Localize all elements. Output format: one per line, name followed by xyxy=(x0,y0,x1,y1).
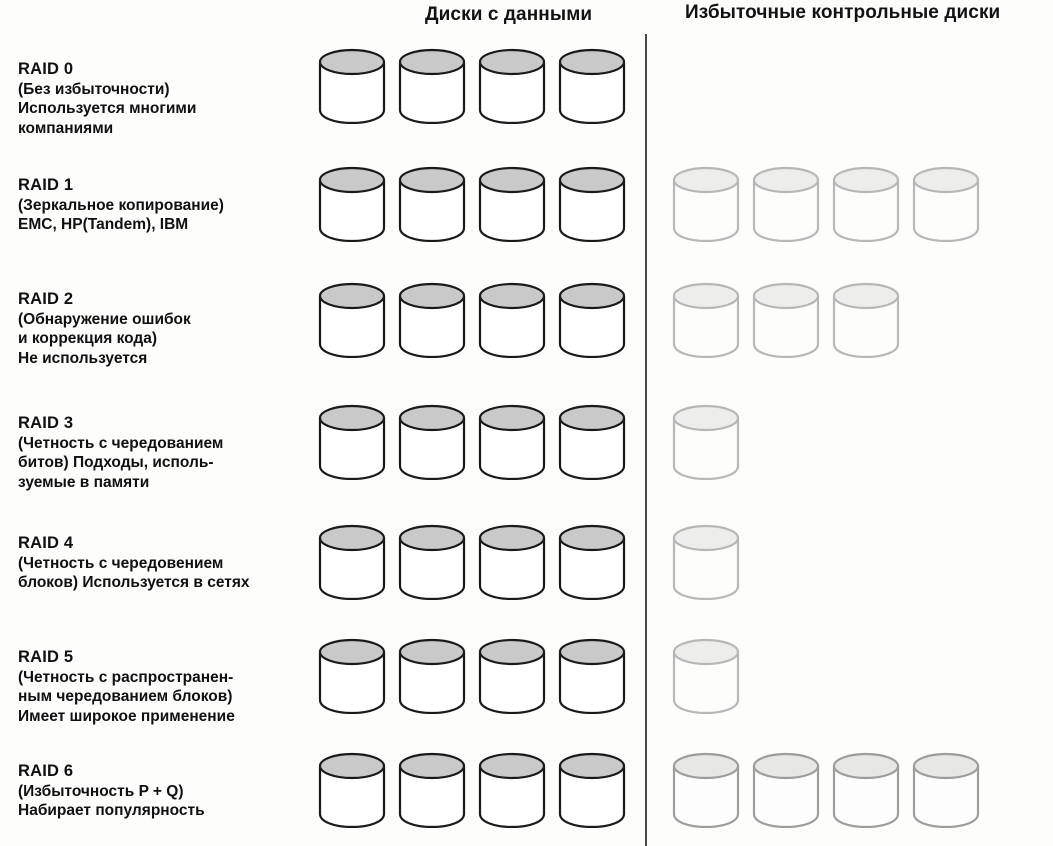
check-disk xyxy=(752,752,820,828)
raid-level-label xyxy=(18,414,318,492)
raid-level-description-line: Набирает популярность xyxy=(18,802,205,819)
data-disk xyxy=(398,166,466,242)
check-disk xyxy=(672,404,740,480)
raid-level-title: RAID 1 xyxy=(18,176,74,194)
raid-level-description-line: ным чередованием блоков) xyxy=(18,688,233,705)
raid-level-description-line: EMC, HP(Tandem), IBM xyxy=(18,216,189,233)
data-disk xyxy=(558,48,626,124)
data-disk xyxy=(398,282,466,358)
data-disk xyxy=(478,166,546,242)
check-disk xyxy=(672,638,740,714)
raid-level-description-line: Используется многими xyxy=(18,100,197,117)
raid-level-label xyxy=(18,176,318,235)
raid-level-title: RAID 5 xyxy=(18,648,74,666)
check-disk xyxy=(672,524,740,600)
data-disk xyxy=(478,282,546,358)
data-disk xyxy=(558,166,626,242)
check-disk xyxy=(832,282,900,358)
data-disk xyxy=(318,404,386,480)
raid-level-title: RAID 4 xyxy=(18,534,74,552)
data-disk xyxy=(318,752,386,828)
data-disk xyxy=(398,638,466,714)
raid-level-title: RAID 6 xyxy=(18,762,74,780)
raid-level-description-line: (Четность с чередованием xyxy=(18,434,224,452)
data-disk xyxy=(318,166,386,242)
raid-level-title: RAID 3 xyxy=(18,414,74,432)
data-disk xyxy=(478,638,546,714)
raid-level-description-line: компаниями xyxy=(18,119,114,137)
raid-level-description-line: (Четность с чередовением xyxy=(18,554,224,572)
check-disk xyxy=(912,752,980,828)
raid-level-description-line: (Четность с распространен- xyxy=(18,668,234,686)
raid-level-label xyxy=(18,648,318,726)
data-disk xyxy=(318,282,386,358)
data-disk xyxy=(558,282,626,358)
data-disk xyxy=(558,638,626,714)
data-disk xyxy=(318,524,386,600)
data-disk xyxy=(398,404,466,480)
data-disk xyxy=(318,48,386,124)
check-disk xyxy=(752,166,820,242)
raid-level-description-line: и коррекция кода) xyxy=(18,330,158,347)
raid-level-label xyxy=(18,60,318,138)
raid-level-description-line: зуемые в памяти xyxy=(18,473,150,491)
raid-level-description-line: (Зеркальное копирование) xyxy=(18,196,224,214)
data-disk xyxy=(318,638,386,714)
check-disk xyxy=(672,282,740,358)
raid-level-label xyxy=(18,534,318,593)
raid-level-title: RAID 0 xyxy=(18,60,74,78)
data-disk xyxy=(398,48,466,124)
raid-level-description-line: (Избыточность P + Q) xyxy=(18,782,184,800)
data-disk xyxy=(558,404,626,480)
raid-level-label xyxy=(18,762,318,821)
raid-level-description-line: (Обнаружение ошибок xyxy=(18,310,191,328)
data-disk xyxy=(398,524,466,600)
check-disk xyxy=(672,752,740,828)
raid-level-description-line: (Без избыточности) xyxy=(18,80,170,98)
data-disk xyxy=(398,752,466,828)
check-disk xyxy=(832,752,900,828)
raid-level-title: RAID 2 xyxy=(18,290,74,308)
raid-level-description-line: Не используется xyxy=(18,349,148,367)
check-disk xyxy=(912,166,980,242)
check-disk xyxy=(832,166,900,242)
raid-level-label xyxy=(18,290,318,368)
data-disk xyxy=(478,752,546,828)
check-disk xyxy=(752,282,820,358)
column-header-check-disks: Избыточные контрольные диски xyxy=(685,2,1001,23)
column-header-data-disks: Диски с данными xyxy=(425,4,593,25)
data-disk xyxy=(478,48,546,124)
raid-level-description-line: битов) Подходы, исполь- xyxy=(18,454,214,471)
raid-level-description-line: Имеет широкое применение xyxy=(18,707,235,725)
data-disk xyxy=(558,752,626,828)
data-disk xyxy=(558,524,626,600)
panel-divider xyxy=(645,34,647,846)
data-disk xyxy=(478,404,546,480)
raid-level-description-line: блоков) Используется в сетях xyxy=(18,574,250,591)
data-disk xyxy=(478,524,546,600)
check-disk xyxy=(672,166,740,242)
